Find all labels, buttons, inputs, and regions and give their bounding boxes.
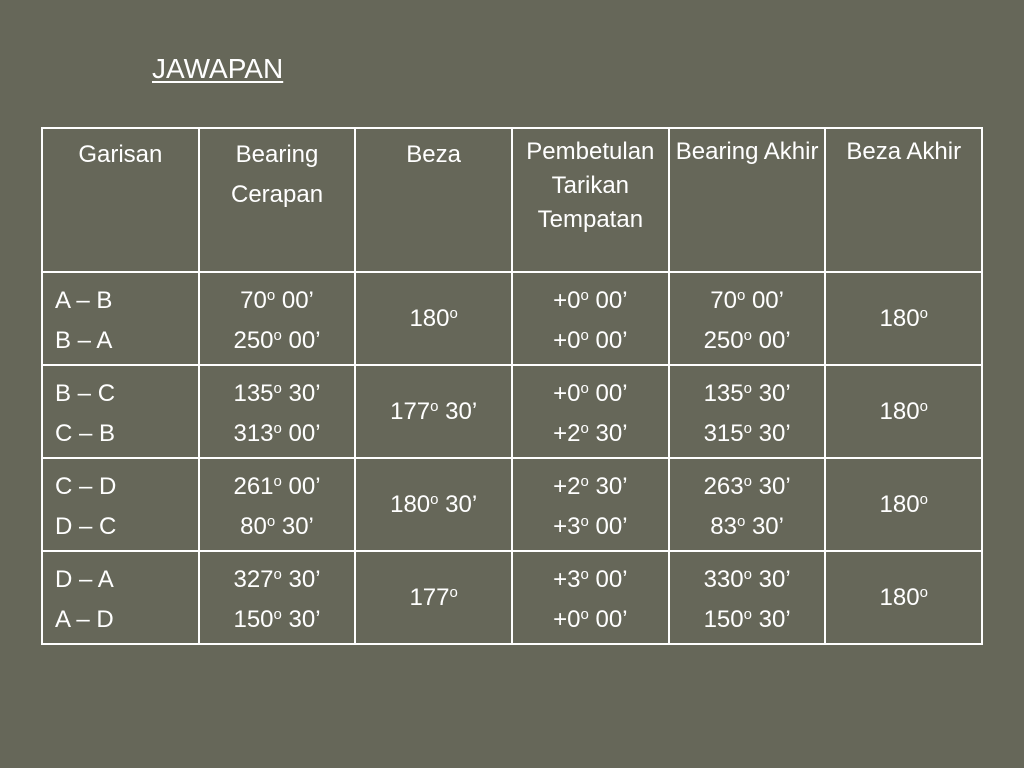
degree-symbol: o (580, 566, 589, 583)
degree-symbol: o (743, 420, 752, 437)
header-beza-akhir: Beza Akhir (825, 128, 982, 272)
cell-beza-akhir: 180$^o$ (825, 458, 982, 551)
degree-symbol: o (580, 513, 589, 530)
degree-symbol: o (736, 287, 746, 304)
degree-symbol: o (743, 473, 752, 490)
degree-symbol: o (743, 327, 752, 344)
degree-symbol: o (580, 380, 589, 397)
header-beza: Beza (355, 128, 512, 272)
cell-pembetulan: $+2^o$ 30’ $+3^o$ 00’ (512, 458, 669, 551)
degree-symbol: o (273, 380, 282, 397)
cell-bearing-akhir: 330$^o$ 30’ 150$^o$ 30’ (669, 551, 826, 644)
degree-symbol: o (273, 327, 282, 344)
cell-beza: 177$^o$ (355, 551, 512, 644)
degree-symbol: o (919, 397, 928, 415)
cell-pembetulan: $+0^o$ 00’ $+0^o$ 00’ (512, 272, 669, 365)
degree-symbol: o (580, 420, 589, 437)
page-title: JAWAPAN (152, 53, 284, 84)
cell-bearing-akhir: 70$^o$ 00’ 250$^o$ 00’ (669, 272, 826, 365)
degree-symbol: o (919, 583, 928, 601)
degree-symbol: o (580, 606, 589, 623)
cell-bearing-cerapan: 135$^o$ 30’ 313$^o$ 00’ (199, 365, 356, 458)
cell-beza: 177$^o$ 30’ (355, 365, 512, 458)
cell-pembetulan: $+3^o$ 00’ $+0^o$ 00’ (512, 551, 669, 644)
answer-table (41, 127, 983, 645)
table-body (42, 272, 982, 644)
degree-symbol: o (273, 420, 282, 437)
cell-beza-akhir: 180$^o$ (825, 551, 982, 644)
degree-symbol: o (430, 397, 439, 415)
cell-beza: 180$^o$ (355, 272, 512, 365)
cell-beza-akhir: 180$^o$ (825, 272, 982, 365)
degree-symbol: o (273, 606, 282, 623)
table-row (42, 272, 982, 365)
cell-garisan: C – D D – C (42, 458, 199, 551)
header-garisan: Garisan (42, 128, 199, 272)
cell-beza: 180$^o$ 30’ (355, 458, 512, 551)
degree-symbol: o (743, 606, 752, 623)
cell-garisan: A – B B – A (42, 272, 199, 365)
header-bearing-akhir: Bearing Akhir (669, 128, 826, 272)
cell-bearing-cerapan: 327$^o$ 30’ 150$^o$ 30’ (199, 551, 356, 644)
degree-symbol: o (449, 304, 458, 322)
degree-symbol: o (743, 566, 752, 583)
table-row (42, 365, 982, 458)
cell-garisan: B – C C – B (42, 365, 199, 458)
cell-pembetulan: $+0^o$ 00’ $+2^o$ 30’ (512, 365, 669, 458)
degree-symbol: o (430, 490, 439, 508)
cell-bearing-akhir: 263$^o$ 30’ 83$^o$ 30’ (669, 458, 826, 551)
degree-symbol: o (743, 380, 752, 397)
table-header-row (42, 128, 982, 272)
degree-symbol: o (580, 473, 589, 490)
cell-bearing-cerapan: 261$^o$ 00’ 80$^o$ 30’ (199, 458, 356, 551)
degree-symbol: o (449, 583, 458, 601)
degree-symbol: o (273, 473, 282, 490)
cell-bearing-akhir: 135$^o$ 30’ 315$^o$ 30’ (669, 365, 826, 458)
degree-symbol: o (266, 287, 276, 304)
cell-garisan: D – A A – D (42, 551, 199, 644)
cell-bearing-cerapan: 70$^o$ 00’ 250$^o$ 00’ (199, 272, 356, 365)
cell-beza-akhir: 180$^o$ (825, 365, 982, 458)
table-row (42, 458, 982, 551)
header-pembetulan-tarikan-tempatan: Pembetulan Tarikan Tempatan (512, 128, 669, 272)
degree-symbol: o (736, 513, 746, 530)
degree-symbol: o (273, 566, 282, 583)
table-row (42, 551, 982, 644)
degree-symbol: o (919, 490, 928, 508)
header-bearing-cerapan: Bearing Cerapan (199, 128, 356, 272)
degree-symbol: o (266, 513, 276, 530)
degree-symbol: o (580, 327, 589, 344)
degree-symbol: o (919, 304, 928, 322)
degree-symbol: o (580, 287, 589, 304)
